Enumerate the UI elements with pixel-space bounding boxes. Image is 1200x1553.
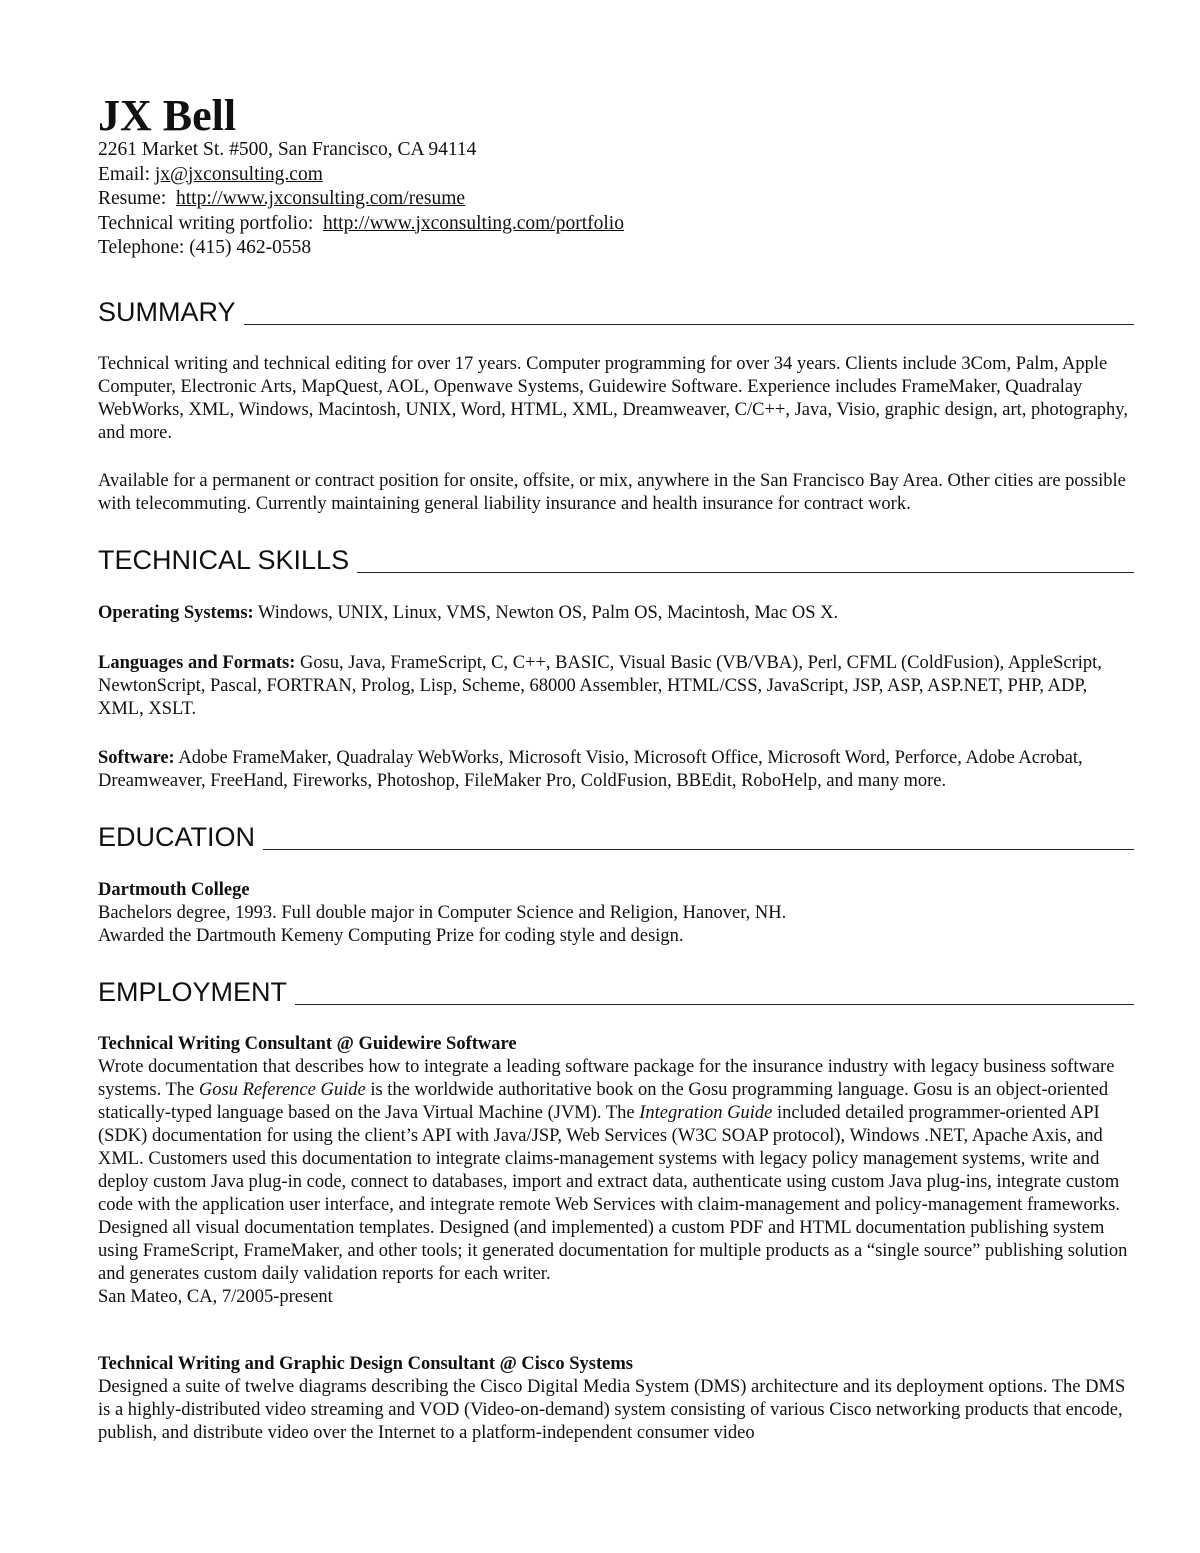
- telephone-line: Telephone: (415) 462-0558: [98, 237, 312, 258]
- employment-rule: [295, 1004, 1134, 1005]
- job-location: San Mateo, CA, 7/2005-present: [98, 1287, 333, 1307]
- education-rule: [263, 849, 1134, 850]
- job-entry-guidewire: [98, 1033, 1134, 1309]
- book-title: Integration Guide: [639, 1103, 773, 1123]
- employment-heading: [98, 976, 1134, 1008]
- lang-text: Gosu, Java, FrameScript, C, C++, BASIC, Visual Basic (VB/VBA), Perl, CFML (ColdFusion), AppleScript, NewtonScript, Pascal, FORTRAN, Prolog, Lisp, Scheme, 68000 Assembler, HTML/CSS, JavaScript, JSP, ASP, ASP.NET, PHP, ADP, XML, XSLT.: [98, 653, 1102, 719]
- job-text-part: is the worldwide authoritative book on the Gosu programming language. Gosu is an object-oriented statically-typed language based on the Java Virtual Machine (JVM). The: [98, 1080, 1109, 1123]
- degree-line: Bachelors degree, 1993. Full double major in Computer Science and Religion, Hanover, NH.: [98, 903, 787, 923]
- summary-heading-text: SUMMARY: [98, 297, 236, 327]
- summary-paragraph-1: Technical writing and technical editing for over 17 years. Computer programming for over 34 years. Clients include 3Com, Palm, Apple Computer, Electronic Arts, MapQuest, AOL, Openwave Systems, Guidewire Software. Experience includes FrameMaker, Quadralay WebWorks, XML, Windows, Macintosh, UNIX, Word, HTML, XML, Dreamweaver, C/C++, Java, Visio, graphic design, art, photography, and more.: [98, 354, 1128, 443]
- job-title: Technical Writing and Graphic Design Consultant @ Cisco Systems: [98, 1354, 633, 1374]
- email-line: [98, 163, 1134, 188]
- contact-block: [98, 138, 1134, 261]
- job-text-part: Wrote documentation that describes how to integrate a leading software package for the insurance industry with legacy business software systems. The: [98, 1057, 1115, 1100]
- job-description: [98, 1056, 1134, 1286]
- summary-paragraph-2: Available for a permanent or contract position for onsite, offsite, or mix, anywhere in the San Francisco Bay Area. Other cities are possible with telecommuting. Currently maintaining general liability insurance and health insurance for contract work.: [98, 471, 1126, 514]
- skills-software: [98, 747, 1134, 793]
- education-heading-text: EDUCATION: [98, 822, 256, 852]
- skills-heading-text: TECHNICAL SKILLS: [98, 545, 350, 575]
- resume-link[interactable]: http://www.jxconsulting.com/resume: [176, 188, 466, 209]
- job-title: Technical Writing Consultant @ Guidewire Software: [98, 1034, 517, 1054]
- award-line: Awarded the Dartmouth Kemeny Computing Prize for coding style and design.: [98, 926, 684, 946]
- employment-heading-text: EMPLOYMENT: [98, 977, 288, 1007]
- email-label: Email:: [98, 163, 150, 185]
- portfolio-link[interactable]: http://www.jxconsulting.com/portfolio: [323, 212, 624, 234]
- school-name: Dartmouth College: [98, 880, 250, 900]
- portfolio-line: [98, 212, 1134, 237]
- job-text-part: included detailed programmer-oriented API (SDK) documentation for using the client’s API with Java/JSP, Web Services (W3C SOAP protocol), Windows .NET, Apache Axis, and XML. Customers used this documentation to integrate claims-management systems with legacy policy management systems, write and deploy custom Java plug-in code, connect to databases, import and extract data, authenticate using custom Java plug-ins, integrate custom code with the application user interface, and integrate remote Web Services with claim-management and policy-management frameworks. Designed all visual documentation templates. Designed (and implemented) a custom PDF and HTML documentation publishing system using FrameScript, FrameMaker, and other tools; it generated documentation for multiple products as a “single source” publishing solution and generates custom daily validation reports for each writer.: [98, 1103, 1128, 1284]
- skills-languages: [98, 652, 1134, 721]
- lang-label: Languages and Formats:: [98, 653, 296, 673]
- education-entry: [98, 879, 1134, 948]
- soft-label: Software:: [98, 748, 175, 768]
- os-text: Windows, UNIX, Linux, VMS, Newton OS, Palm OS, Macintosh, Mac OS X.: [253, 603, 839, 623]
- education-heading: [98, 821, 1134, 853]
- resume-line: [98, 187, 1134, 212]
- address-line: 2261 Market St. #500, San Francisco, CA 94114: [98, 139, 477, 160]
- book-title: Gosu Reference Guide: [198, 1080, 366, 1100]
- skills-heading: [98, 544, 1134, 576]
- skills-operating-systems: [98, 602, 1134, 625]
- resume-name: JX Bell: [98, 91, 237, 140]
- summary-heading: [98, 296, 1134, 328]
- skills-rule: [357, 572, 1134, 573]
- summary-rule: [244, 324, 1134, 325]
- job-entry-cisco: [98, 1353, 1134, 1445]
- os-label: Operating Systems:: [98, 603, 254, 623]
- portfolio-label: Technical writing portfolio:: [98, 212, 314, 234]
- resume-label: Resume:: [98, 188, 167, 209]
- email-link[interactable]: jx@jxconsulting.com: [154, 163, 323, 185]
- soft-text: Adobe FrameMaker, Quadralay WebWorks, Microsoft Visio, Microsoft Office, Microsoft Word, Perforce, Adobe Acrobat, Dreamweaver, FreeHand, Fireworks, Photoshop, FileMaker Pro, ColdFusion, BBEdit, RoboHelp, and many more.: [98, 748, 1083, 791]
- job-description: Designed a suite of twelve diagrams describing the Cisco Digital Media System (DMS) architecture and its deployment options. The DMS is a highly-distributed video streaming and VOD (Video-on-demand) system consisting of various Cisco networking products that encode, publish, and distribute video over the Internet to a platform-independent consumer video: [98, 1377, 1126, 1443]
